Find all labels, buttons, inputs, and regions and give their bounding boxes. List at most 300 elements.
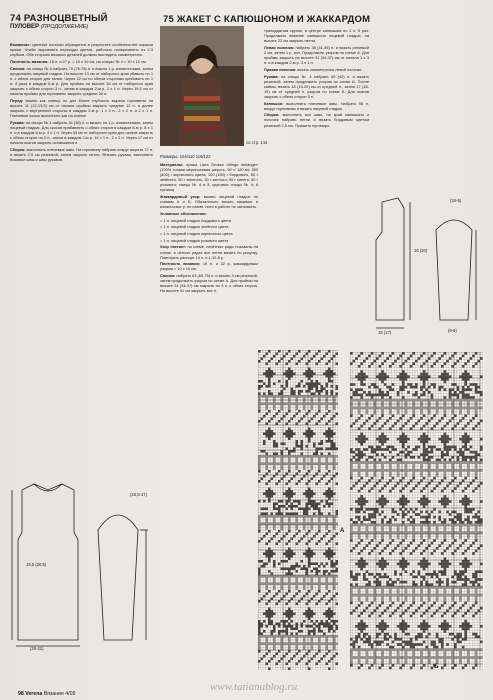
chart-stitch [373,581,376,584]
chart-stitch [438,607,441,610]
chart-stitch [402,511,405,514]
chart-stitch [271,373,274,376]
chart-stitch [358,573,361,576]
chart-stitch [326,370,329,373]
chart-stitch [410,386,413,389]
chart-stitch [308,523,311,526]
chart-stitch [263,383,266,386]
chart-stitch [376,407,379,410]
chart-stitch [376,607,379,610]
chart-stitch [318,648,321,651]
chart-stitch [384,438,387,441]
chart-stitch [331,445,334,448]
chart-stitch [412,661,415,664]
chart-stitch [446,531,449,534]
chart-stitch [412,401,415,404]
chart-stitch [464,622,467,625]
chart-stitch [311,635,314,638]
chart-stitch [373,513,376,516]
chart-stitch [462,622,465,625]
chart-stitch [350,612,353,615]
chart-stitch [288,408,291,411]
chart-stitch [271,620,274,623]
chart-stitch [451,383,454,386]
chart-stitch [381,521,384,524]
chart-stitch [368,643,371,646]
chart-stitch [291,573,294,576]
chart-stitch [281,538,284,541]
chart-stitch [397,537,400,540]
chart-stitch [283,475,286,478]
chart-stitch [428,591,431,594]
chart-stitch [449,500,452,503]
chart-stitch [366,469,369,472]
chart-stitch [462,461,465,464]
chart-stitch [449,513,452,516]
chart-stitch [333,583,336,586]
chart-stitch [273,515,276,518]
chart-stitch [318,660,321,663]
chart-stitch [328,368,331,371]
chart-stitch [462,552,465,555]
chart-stitch [353,576,356,579]
chart-stitch [402,414,405,417]
chart-stitch [399,427,402,430]
chart-stitch [271,630,274,633]
chart-stitch [281,630,284,633]
chart-stitch [405,498,408,501]
chart-stitch [436,524,439,527]
chart-stitch [296,440,299,443]
chart-stitch [308,440,311,443]
chart-stitch [373,589,376,592]
chart-stitch [449,469,452,472]
chart-stitch [355,399,358,402]
chart-stitch [311,433,314,436]
chart-stitch [394,448,397,451]
chart-stitch [306,435,309,438]
chart-stitch [381,503,384,506]
chart-stitch [308,660,311,663]
chart-stitch [436,534,439,537]
chart-stitch [316,570,319,573]
chart-stitch [475,656,478,659]
chart-stitch [271,370,274,373]
chart-stitch [333,563,336,566]
chart-stitch [276,523,279,526]
chart-stitch [459,399,462,402]
chart-stitch [326,615,329,618]
chart-stitch [407,438,410,441]
chart-stitch [451,656,454,659]
chart-stitch [444,524,447,527]
chart-stitch [436,573,439,576]
chart-stitch [418,586,421,589]
chart-stitch [444,412,447,415]
chart-stitch [444,495,447,498]
chart-stitch [444,474,447,477]
chart-stitch [441,524,444,527]
chart-stitch [472,667,475,670]
chart-stitch [331,658,334,661]
chart-stitch [464,438,467,441]
chart-stitch [467,656,470,659]
chart-stitch [470,459,473,462]
chart-stitch [376,633,379,636]
chart-stitch [283,535,286,538]
chart-stitch [358,365,361,368]
chart-stitch [268,668,271,671]
chart-stitch [454,469,457,472]
chart-stitch [273,453,276,456]
chart-stitch [355,388,358,391]
chart-stitch [379,513,382,516]
chart-stitch [328,403,331,406]
chart-stitch [420,516,423,519]
chart-stitch [399,469,402,472]
chart-stitch [441,521,444,524]
chart-stitch [363,378,366,381]
chart-stitch [273,628,276,631]
chart-stitch [360,451,363,454]
chart-stitch [392,602,395,605]
chart-stitch [283,455,286,458]
chart-stitch [423,625,426,628]
chart-stitch [394,547,397,550]
chart-stitch [418,407,421,410]
chart-stitch [336,385,339,388]
chart-stitch [381,589,384,592]
chart-stitch [407,625,410,628]
chart-stitch [258,380,261,383]
chart-stitch [321,455,324,458]
chart-stitch [480,641,483,644]
chart-stitch [462,594,465,597]
chart-stitch [316,473,319,476]
chart-stitch [441,453,444,456]
paragraph-text: выполнить плечевые швы. На горловину набрать вокруг выреза 72 п. и вязать 2,5 см резинкой, затем закрыть петли. Втачать рукава, выполнить боковые швы и швы рукавов. [10,146,153,162]
chart-stitch [311,373,314,376]
chart-stitch [462,396,465,399]
chart-stitch [397,461,400,464]
chart-stitch [288,500,291,503]
chart-stitch [363,531,366,534]
chart-stitch [328,523,331,526]
chart-stitch [326,433,329,436]
chart-stitch [405,500,408,503]
chart-stitch [271,493,274,496]
chart-stitch [266,543,269,546]
chart-stitch [420,394,423,397]
chart-stitch [462,490,465,493]
chart-stitch [420,466,423,469]
chart-stitch [258,578,261,581]
chart-stitch [298,530,301,533]
chart-stitch [276,515,279,518]
chart-stitch [425,511,428,514]
chart-stitch [328,575,331,578]
chart-stitch [333,638,336,641]
chart-stitch [373,464,376,467]
chart-stitch [449,563,452,566]
chart-stitch [358,375,361,378]
chart-stitch [353,422,356,425]
chart-stitch [459,563,462,566]
chart-stitch [328,420,331,423]
paragraph-label: Капюшон: [264,100,287,106]
chart-stitch [425,498,428,501]
chart-stitch [303,648,306,651]
chart-stitch [366,531,369,534]
chart-stitch [428,521,431,524]
chart-stitch [384,394,387,397]
chart-stitch [444,596,447,599]
chart-stitch [412,534,415,537]
chart-stitch [328,463,331,466]
chart-stitch [298,565,301,568]
chart-stitch [462,375,465,378]
chart-stitch [366,500,369,503]
chart-stitch [308,563,311,566]
chart-stitch [278,590,281,593]
chart-stitch [454,586,457,589]
chart-stitch [268,383,271,386]
chart-stitch [441,503,444,506]
chart-stitch [428,472,431,475]
chart-stitch [405,513,408,516]
chart-stitch [462,625,465,628]
chart-stitch [298,420,301,423]
chart-stitch [381,461,384,464]
chart-stitch [379,628,382,631]
chart-stitch [420,628,423,631]
chart-stitch [381,435,384,438]
chart-stitch [457,576,460,579]
chart-stitch [389,542,392,545]
chart-stitch [420,656,423,659]
chart-stitch [472,516,475,519]
chart-stitch [397,474,400,477]
chart-stitch [333,395,336,398]
chart-stitch [402,630,405,633]
chart-stitch [470,648,473,651]
chart-stitch [415,399,418,402]
chart-stitch [258,585,261,588]
chart-stitch [303,580,306,583]
chart-stitch [350,659,353,662]
pattern-75-schematics [370,190,488,340]
chart-stitch [276,403,279,406]
chart-stitch [423,453,426,456]
chart-stitch [446,503,449,506]
chart-stitch [449,607,452,610]
chart-stitch [281,400,284,403]
chart-stitch [475,404,478,407]
chart-stitch [446,586,449,589]
chart-stitch [441,638,444,641]
chart-stitch [266,490,269,493]
chart-stitch [371,516,374,519]
chart-stitch [462,417,465,420]
chart-stitch [331,358,334,361]
chart-stitch [420,524,423,527]
chart-stitch [386,446,389,449]
chart-stitch [457,547,460,550]
chart-stitch [373,448,376,451]
pattern-74-schematics [8,470,158,650]
chart-stitch [376,399,379,402]
chart-stitch [467,565,470,568]
chart-stitch [392,469,395,472]
chart-stitch [459,513,462,516]
chart-stitch [311,435,314,438]
chart-stitch [281,638,284,641]
chart-stitch [276,423,279,426]
chart-stitch [273,635,276,638]
chart-stitch [331,515,334,518]
chart-stitch [446,594,449,597]
chart-stitch [475,529,478,532]
chart-stitch [444,539,447,542]
chart-stitch [263,373,266,376]
chart-stitch [266,395,269,398]
chart-stitch [381,425,384,428]
chart-stitch [425,461,428,464]
chart-stitch [428,594,431,597]
chart-stitch [480,461,483,464]
chart-stitch [336,388,339,391]
chart-stitch [379,399,382,402]
chart-stitch [433,602,436,605]
chart-stitch [373,599,376,602]
chart-stitch [358,472,361,475]
chart-stitch [433,656,436,659]
chart-stitch [333,355,336,358]
chart-stitch [397,438,400,441]
chart-stitch [418,643,421,646]
chart-stitch [412,602,415,605]
chart-stitch [423,391,426,394]
chart-stitch [278,380,281,383]
chart-stitch [331,478,334,481]
chart-stitch [316,583,319,586]
chart-stitch [333,655,336,658]
chart-stitch [444,550,447,553]
chart-stitch [276,533,279,536]
paragraph-text: по схеме, нечётные ряды показаны на схеме, в чётных рядах все петли вязать по рисунку. Повторять раппорт 14 п. и 1-12-й р. [160,244,258,260]
chart-stitch [477,609,480,612]
chart-stitch [436,422,439,425]
chart-stitch [459,464,462,467]
chart-stitch [350,383,353,386]
chart-stitch [263,523,266,526]
chart-stitch [451,479,454,482]
chart-stitch [276,513,279,516]
chart-stitch [428,596,431,599]
chart-stitch [459,451,462,454]
chart-stitch [399,503,402,506]
chart-stitch [331,385,334,388]
chart-stitch [258,410,261,413]
chart-stitch [318,583,321,586]
chart-stitch [420,469,423,472]
chart-stitch [381,466,384,469]
chart-stitch [373,469,376,472]
chart-stitch [472,573,475,576]
chart-stitch [291,583,294,586]
chart-stitch [296,583,299,586]
chart-stitch [368,461,371,464]
chart-stitch [266,645,269,648]
chart-stitch [268,488,271,491]
chart-stitch [336,560,339,563]
paragraph-label: Левая полочка: [264,44,296,50]
chart-stitch [475,412,478,415]
chart-stitch [423,620,426,623]
chart-stitch [358,394,361,397]
chart-stitch [397,607,400,610]
chart-stitch [462,560,465,563]
chart-stitch [451,446,454,449]
chart-stitch [281,588,284,591]
chart-stitch [271,658,274,661]
chart-stitch [350,599,353,602]
chart-stitch [283,433,286,436]
chart-stitch [467,399,470,402]
chart-stitch [266,458,269,461]
paragraph-label: Спинка: [10,65,27,71]
chart-stitch [286,433,289,436]
chart-stitch [444,396,447,399]
chart-stitch [311,388,314,391]
chart-stitch [470,521,473,524]
chart-stitch [291,625,294,628]
chart-stitch [273,580,276,583]
chart-stitch [293,583,296,586]
chart-stitch [311,630,314,633]
chart-stitch [425,622,428,625]
chart-stitch [373,511,376,514]
chart-stitch [464,625,467,628]
chart-stitch [363,518,366,521]
chart-stitch [366,399,369,402]
chart-stitch [268,428,271,431]
chart-stitch [433,646,436,649]
chart-stitch [318,630,321,633]
chart-stitch [358,594,361,597]
chart-stitch [405,641,408,644]
chart-stitch [425,656,428,659]
chart-stitch [459,607,462,610]
chart-stitch [308,635,311,638]
chart-stitch [360,469,363,472]
chart-stitch [477,399,480,402]
chart-stitch [286,500,289,503]
chart-stitch [368,508,371,511]
chart-stitch [311,658,314,661]
chart-stitch [389,552,392,555]
chart-stitch [311,640,314,643]
chart-stitch [273,553,276,556]
chart-stitch [394,485,397,488]
chart-stitch [464,399,467,402]
chart-stitch [311,648,314,651]
chart-stitch [475,654,478,657]
chart-stitch [258,393,261,396]
chart-stitch [470,469,473,472]
chart-stitch [441,378,444,381]
chart-stitch [459,570,462,573]
